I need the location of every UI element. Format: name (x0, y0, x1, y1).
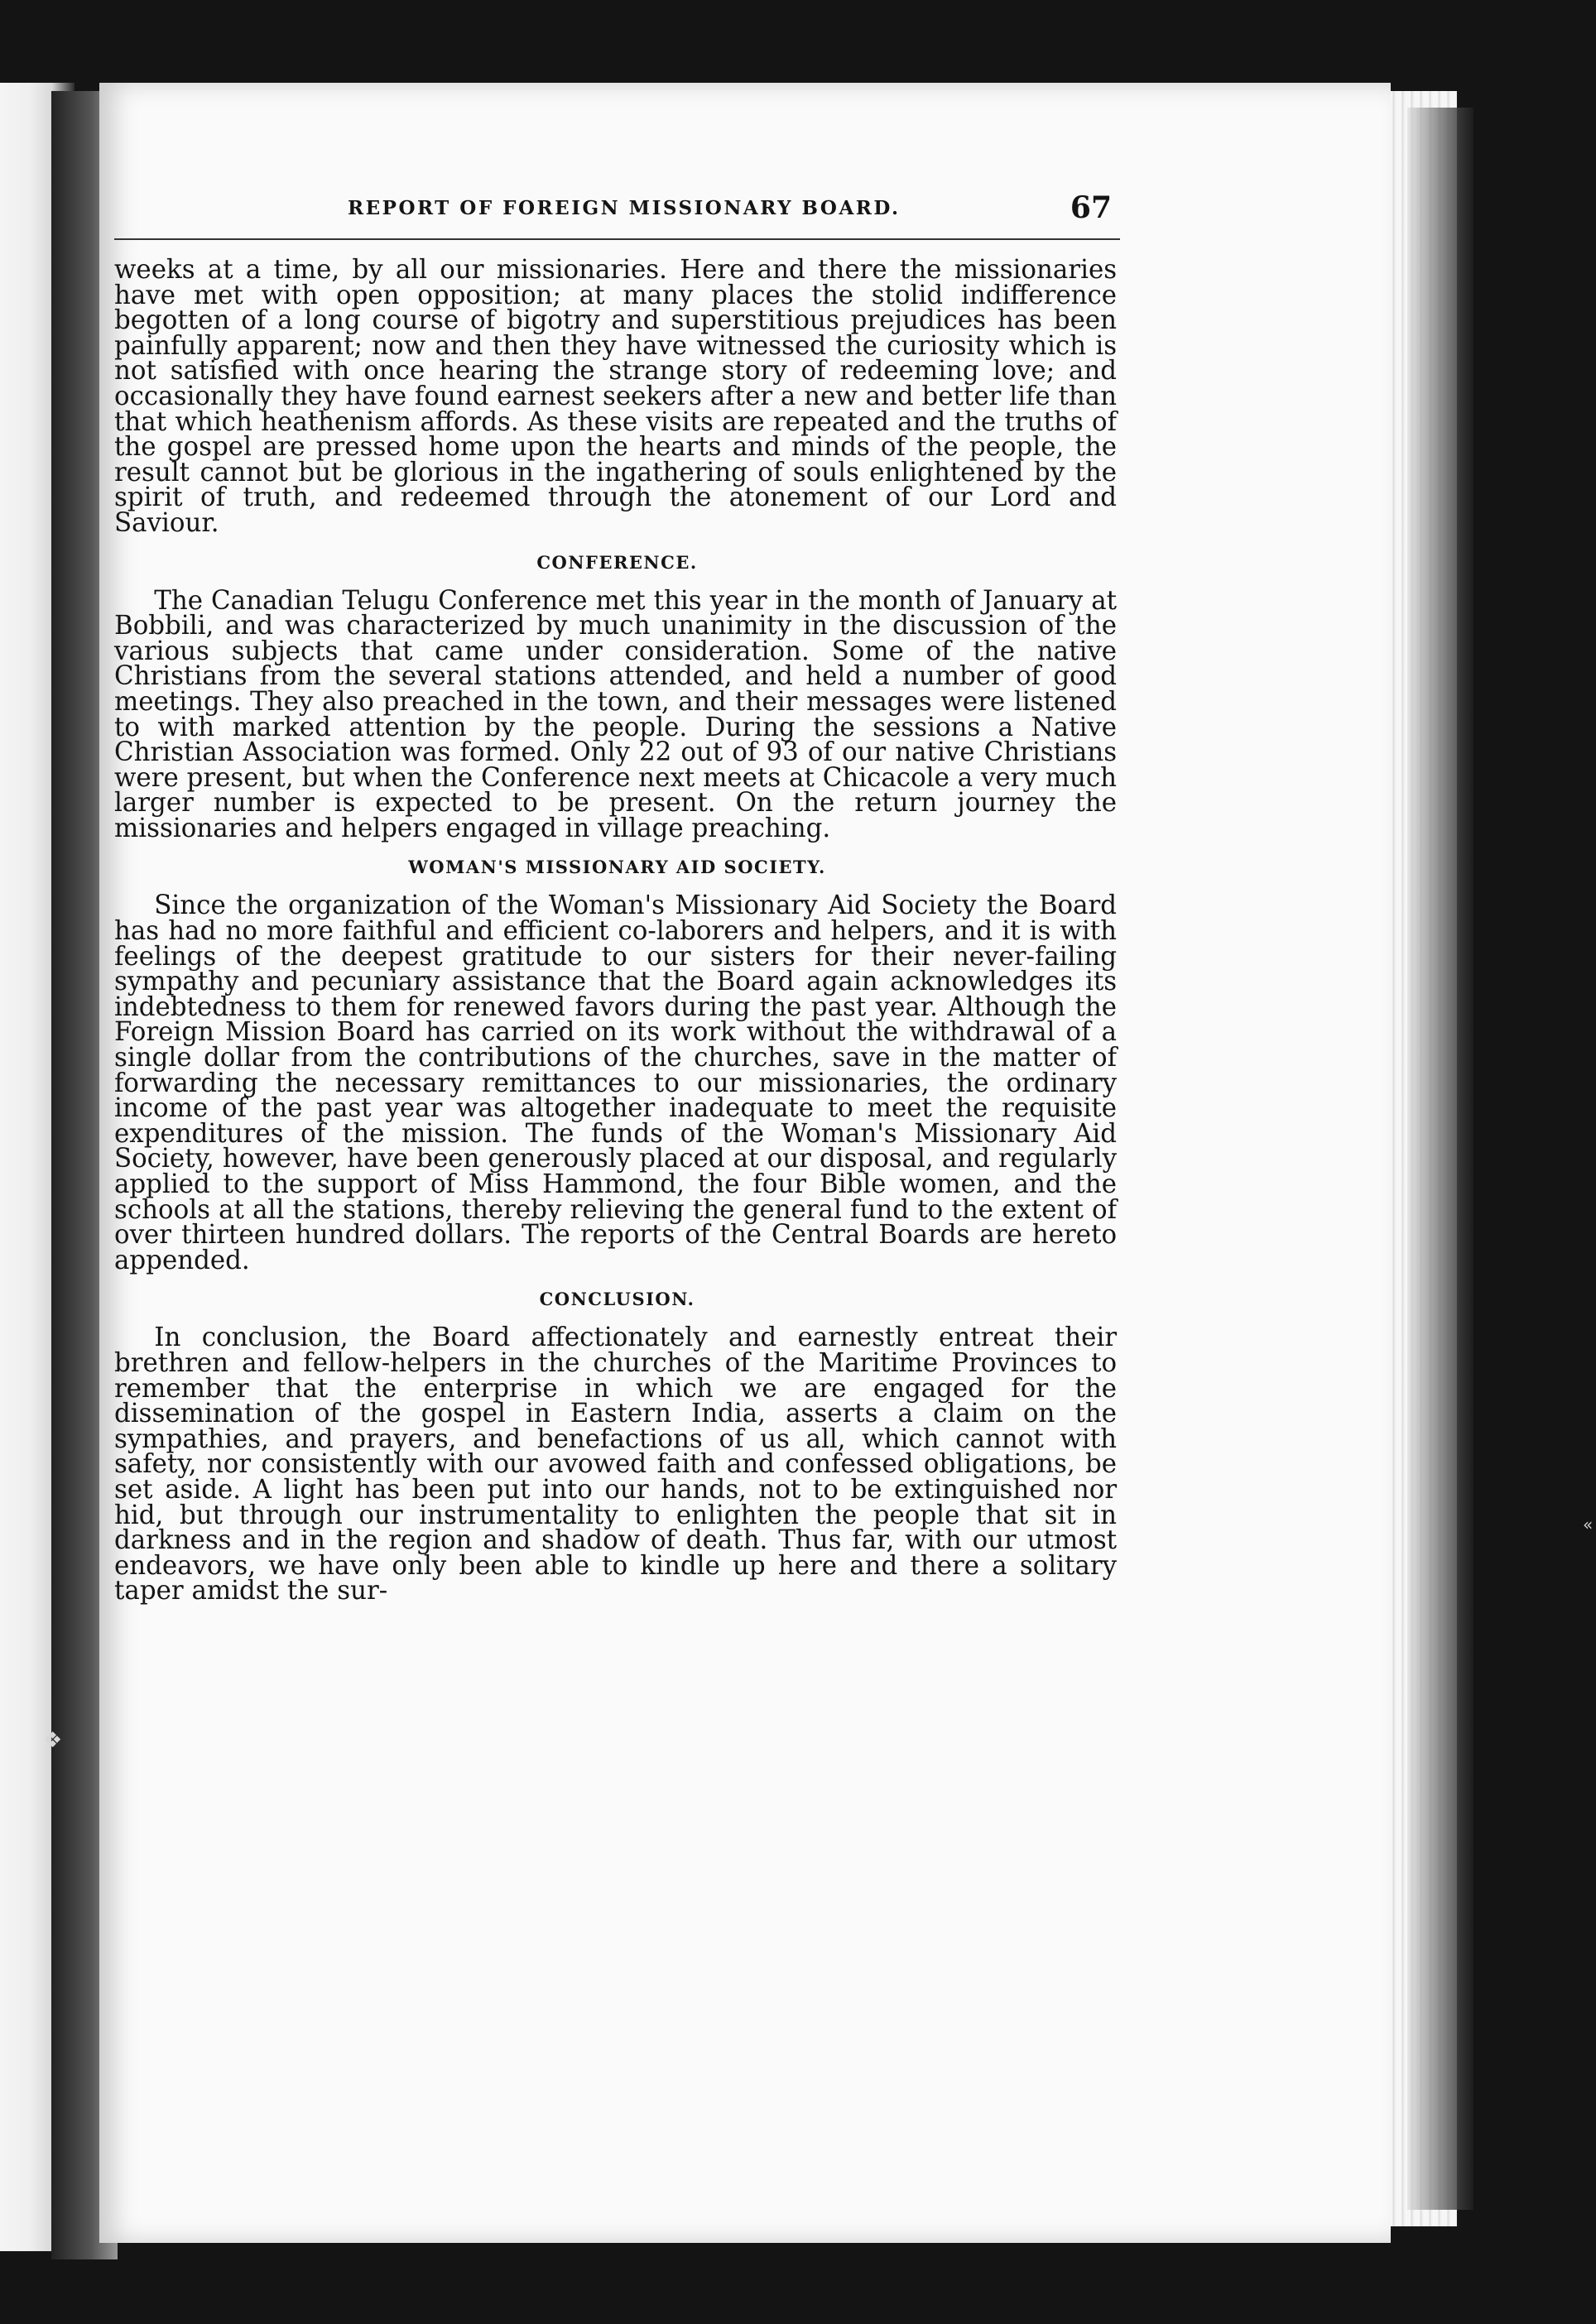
page-text-column (114, 182, 1120, 1606)
section-heading-conclusion: CONCLUSION. (539, 1289, 695, 1310)
page-number: 67 (1070, 190, 1112, 225)
intro-paragraph: weeks at a time, by all our missionaries. Here and there the missionaries have met with open opposition; at many places the stolid indifference begotten of a long course of bigotry and superstitious prejudices has been painfully apparent; now and then they have witnessed the curiosity which is not satisfied with once hearing the strange story of redeeming love; and occasionally they have found earnest seekers after a new and better life than that which heathenism affords. As these visits are repeated and the truths of the gospel are pressed home upon the hearts and minds of the people, the result cannot but be glorious in the ingathering of souls enlightened by the spirit of truth, and redeemed through the atonement of our Lord and Saviour. (114, 253, 1118, 538)
section-heading-conference: CONFERENCE. (536, 551, 698, 573)
section-heading-womans-society: WOMAN'S MISSIONARY AID SOCIETY. (408, 857, 826, 878)
section-body-conclusion: In conclusion, the Board affectionately and earnestly entreat their brethren and fellow-helpers in the churches of the Maritime Provinces to remember that the enterprise in which we are engaged for the dissemination of the gospel in Eastern India, asserts a claim on the sympathies, and prayers, and benefactions of us all, which cannot with safety, nor consistently with our avowed faith and confessed obligations, be set aside. A light has been put into our hands, not to be extinguished nor hid, but through our instrumentality to enlighten the people that sit in darkness and in the region and shadow of death. Thus far, with our utmost endeavors, we have only been able to kindle up here and there a solitary taper amidst the sur- (114, 1321, 1118, 1606)
edge-mark-icon: « (1583, 1515, 1594, 1534)
section-body-womans-society: Since the organization of the Woman's Missionary Aid Society the Board has had no more faithful and efficient co-laborers and helpers, and it is with feelings of the deepest gratitude to our sisters for their never-failing sympathy and pecuniary assistance that the Board again acknowledges its indebtedness to them for renewed favors during the past year. Although the Foreign Mission Board has carried on its work without the withdrawal of a single dollar from the contributions of the churches, save in the matter of forwarding the necessary remittances to our missionaries, the ordinary income of the past year was altogether inadequate to meet the requisite expenditures of the mission. The funds of the Woman's Missionary Aid Society, however, have been generously placed at our disposal, and regularly applied to the support of Miss Hammond, the four Bible women, and the schools at all the stations, thereby relieving the general fund to the extent of over thirteen hundred dollars. The reports of the Central Boards are hereto appended. (114, 889, 1118, 1275)
page-stack-shadow (1407, 108, 1473, 2210)
section-body-conference: The Canadian Telugu Conference met this year in the month of January at Bobbili, and was characterized by much unanimity in the discussion of the various subjects that came under consideration. Some of the native Christians from the several stations attended, and held a number of good meetings. They also preached in the town, and their messages were listened to with marked attention by the people. During the sessions a Native Christian Association was formed. Only 22 out of 93 of our native Christians were present, but when the Conference next meets at Chicacole a very much larger number is expected to be present. On the return journey the missionaries and helpers engaged in village preaching. (114, 583, 1118, 843)
binding-mark-icon: ❖ (43, 1728, 63, 1753)
running-head (114, 182, 1120, 240)
running-head-title: REPORT OF FOREIGN MISSIONARY BOARD. (348, 197, 901, 219)
